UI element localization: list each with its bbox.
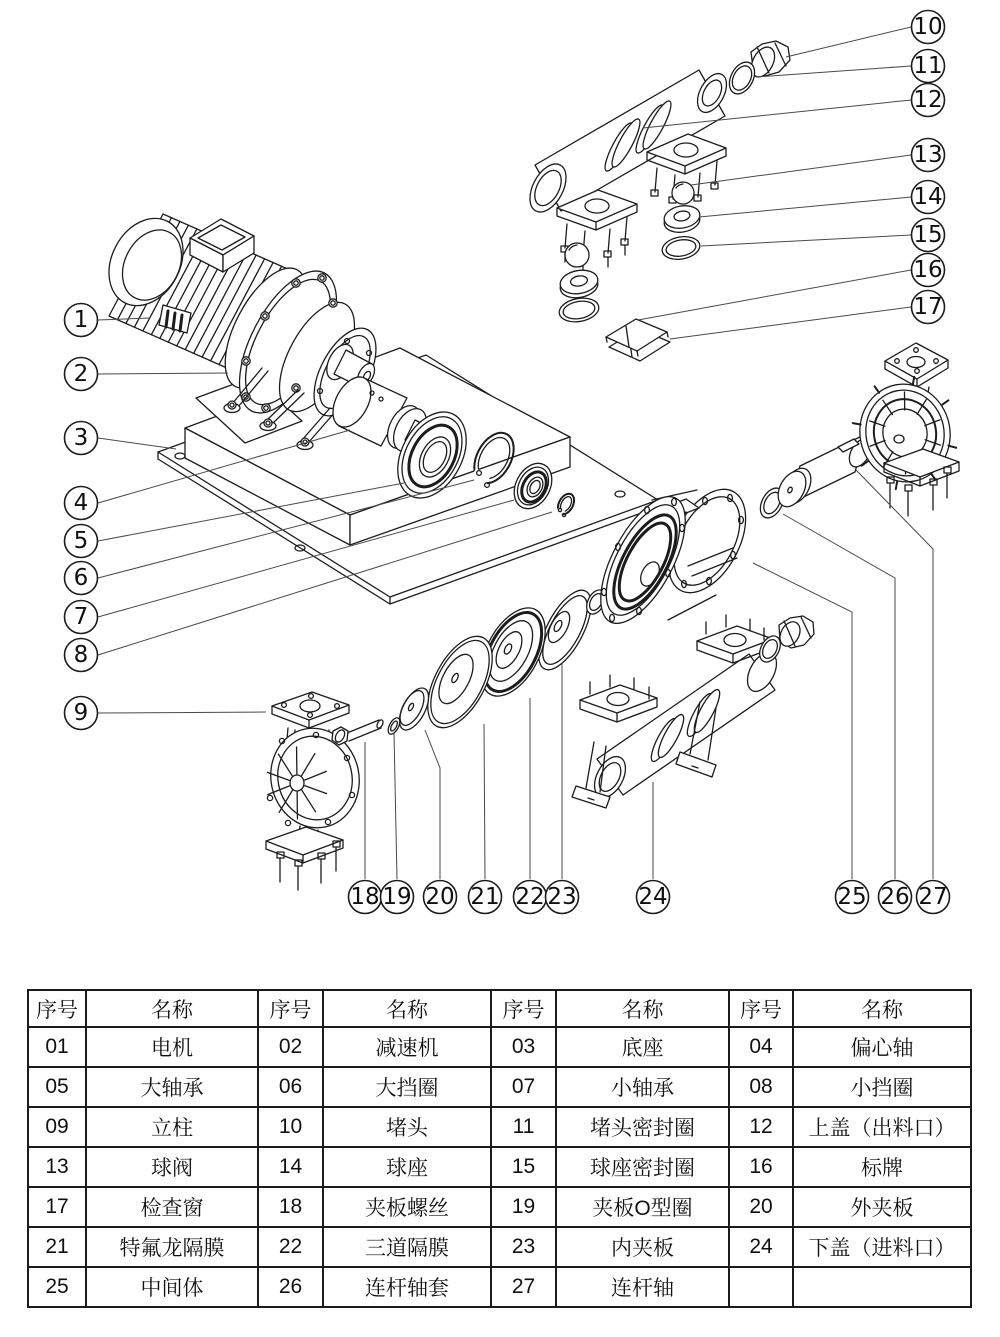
leader-line-25	[753, 563, 852, 879]
bottom-manifold-drawing	[572, 615, 814, 808]
part-name-cell: 夹板O型圈	[556, 1187, 729, 1227]
ball-seat-right-drawing	[662, 203, 701, 235]
part-name-cell: 上盖（出料口）	[793, 1107, 971, 1147]
part-name-cell: 内夹板	[556, 1227, 729, 1267]
callout-number-5: 5	[73, 528, 89, 554]
ball-valve-left-drawing	[565, 243, 589, 267]
part-no-cell: 27	[491, 1267, 556, 1307]
part-name-cell: 小轴承	[556, 1067, 729, 1107]
seat-seal-ring-left-drawing	[557, 295, 600, 325]
part-no-cell: 15	[491, 1147, 556, 1187]
part-name-cell: 球阀	[86, 1147, 258, 1187]
callout-number-6: 6	[73, 565, 89, 591]
leader-line-26	[783, 514, 895, 879]
clamp-bolt-drawing	[332, 719, 384, 745]
callout-number-8: 8	[73, 642, 89, 668]
col-header-no: 序号	[28, 990, 86, 1027]
part-no-cell: 25	[28, 1267, 86, 1307]
part-no-cell: 08	[729, 1067, 793, 1107]
leader-line-9	[98, 712, 266, 713]
callout-number-9: 9	[73, 700, 89, 726]
part-name-cell: 特氟龙隔膜	[86, 1227, 258, 1267]
part-no-cell: 01	[28, 1027, 86, 1067]
bottom-plug-drawing	[776, 616, 814, 650]
callout-number-17: 17	[913, 294, 943, 320]
part-no-cell: 04	[729, 1027, 793, 1067]
callout-number-15: 15	[913, 222, 943, 248]
part-no-cell: 13	[28, 1147, 86, 1187]
col-header-name: 名称	[86, 990, 258, 1027]
callout-number-14: 14	[913, 184, 943, 210]
part-name-cell: 大挡圈	[323, 1067, 491, 1107]
part-no-cell: 07	[491, 1067, 556, 1107]
part-no-cell: 05	[28, 1067, 86, 1107]
part-no-cell: 26	[258, 1267, 323, 1307]
callout-number-1: 1	[73, 307, 89, 333]
ball-valve-right-drawing	[672, 182, 694, 204]
callout-number-19: 19	[382, 884, 412, 910]
callout-number-10: 10	[913, 14, 943, 40]
callout-number-27: 27	[918, 884, 948, 910]
part-no-cell: 21	[28, 1227, 86, 1267]
part-no-cell: 14	[258, 1147, 323, 1187]
part-no-cell: 24	[729, 1227, 793, 1267]
callout-number-21: 21	[470, 884, 500, 910]
col-header-no: 序号	[729, 990, 793, 1027]
table-row	[28, 1227, 971, 1267]
leader-line-15	[701, 235, 911, 246]
part-name-cell: 标牌	[793, 1147, 971, 1187]
leader-line-3	[98, 438, 176, 449]
callout-number-7: 7	[73, 604, 89, 630]
leader-line-14	[699, 197, 911, 217]
pump-column-assembly-drawing	[262, 692, 369, 890]
part-no-cell: 20	[729, 1187, 793, 1227]
table-row	[28, 1107, 971, 1147]
callout-number-12: 12	[913, 87, 943, 113]
part-name-cell: 外夹板	[793, 1187, 971, 1227]
part-no-cell: 23	[491, 1227, 556, 1267]
part-name-cell	[793, 1267, 971, 1307]
table-row	[28, 1147, 971, 1187]
part-no-cell: 02	[258, 1027, 323, 1067]
top-manifold-drawing	[523, 69, 733, 269]
table-row	[28, 1187, 971, 1227]
part-no-cell: 16	[729, 1147, 793, 1187]
part-name-cell: 球座	[323, 1147, 491, 1187]
callout-number-4: 4	[73, 490, 89, 516]
part-no-cell: 17	[28, 1187, 86, 1227]
part-name-cell: 小挡圈	[793, 1067, 971, 1107]
col-header-no: 序号	[491, 990, 556, 1027]
ball-seat-left-drawing	[558, 267, 599, 300]
part-no-cell: 11	[491, 1107, 556, 1147]
part-name-cell: 连杆轴	[556, 1267, 729, 1307]
diaphragm-stack-drawing	[332, 583, 609, 745]
table-row	[28, 1267, 971, 1307]
callout-number-16: 16	[913, 257, 943, 283]
part-no-cell: 19	[491, 1187, 556, 1227]
part-no-cell: 03	[491, 1027, 556, 1067]
leader-line-21	[484, 724, 485, 879]
leader-line-13	[691, 155, 911, 185]
connecting-rod-drawing	[772, 434, 875, 511]
part-no-cell: 12	[729, 1107, 793, 1147]
leader-line-19	[394, 733, 397, 879]
part-name-cell: 堵头密封圈	[556, 1107, 729, 1147]
part-name-cell: 检查窗	[86, 1187, 258, 1227]
col-header-no: 序号	[258, 990, 323, 1027]
part-name-cell: 偏心轴	[793, 1027, 971, 1067]
part-no-cell: 10	[258, 1107, 323, 1147]
callout-number-18: 18	[350, 884, 380, 910]
table-row	[28, 1067, 971, 1107]
callout-number-23: 23	[547, 884, 577, 910]
part-name-cell: 下盖（进料口）	[793, 1227, 971, 1267]
part-no-cell	[729, 1267, 793, 1307]
parts-table	[27, 989, 972, 1308]
part-name-cell: 三道隔膜	[323, 1227, 491, 1267]
leader-line-10	[786, 27, 911, 57]
part-no-cell: 18	[258, 1187, 323, 1227]
table-row	[28, 1027, 971, 1067]
callout-number-11: 11	[913, 53, 943, 79]
callout-number-22: 22	[515, 884, 545, 910]
part-no-cell: 22	[258, 1227, 323, 1267]
part-name-cell: 减速机	[323, 1027, 491, 1067]
col-header-name: 名称	[556, 990, 729, 1027]
callout-number-20: 20	[425, 884, 455, 910]
leader-line-20	[425, 730, 440, 879]
callout-number-24: 24	[638, 884, 668, 910]
bottom-flange-left	[580, 675, 657, 722]
callout-number-25: 25	[837, 884, 867, 910]
callout-number-2: 2	[73, 361, 89, 387]
leader-line-2	[98, 373, 228, 374]
callout-number-26: 26	[880, 884, 910, 910]
part-name-cell: 中间体	[86, 1267, 258, 1307]
leader-line-17	[670, 307, 911, 339]
callout-number-3: 3	[73, 425, 89, 451]
col-header-name: 名称	[793, 990, 971, 1027]
part-name-cell: 堵头	[323, 1107, 491, 1147]
clamp-assembly-drawing	[851, 343, 959, 516]
part-name-cell: 电机	[86, 1027, 258, 1067]
part-name-cell: 大轴承	[86, 1067, 258, 1107]
part-no-cell: 09	[28, 1107, 86, 1147]
part-no-cell: 06	[258, 1067, 323, 1107]
part-name-cell: 夹板螺丝	[323, 1187, 491, 1227]
part-name-cell: 连杆轴套	[323, 1267, 491, 1307]
seat-seal-ring-right-drawing	[660, 234, 701, 262]
part-name-cell: 球座密封圈	[556, 1147, 729, 1187]
col-header-name: 名称	[323, 990, 491, 1027]
part-name-cell: 立柱	[86, 1107, 258, 1147]
part-name-cell: 底座	[556, 1027, 729, 1067]
callout-number-13: 13	[913, 142, 943, 168]
